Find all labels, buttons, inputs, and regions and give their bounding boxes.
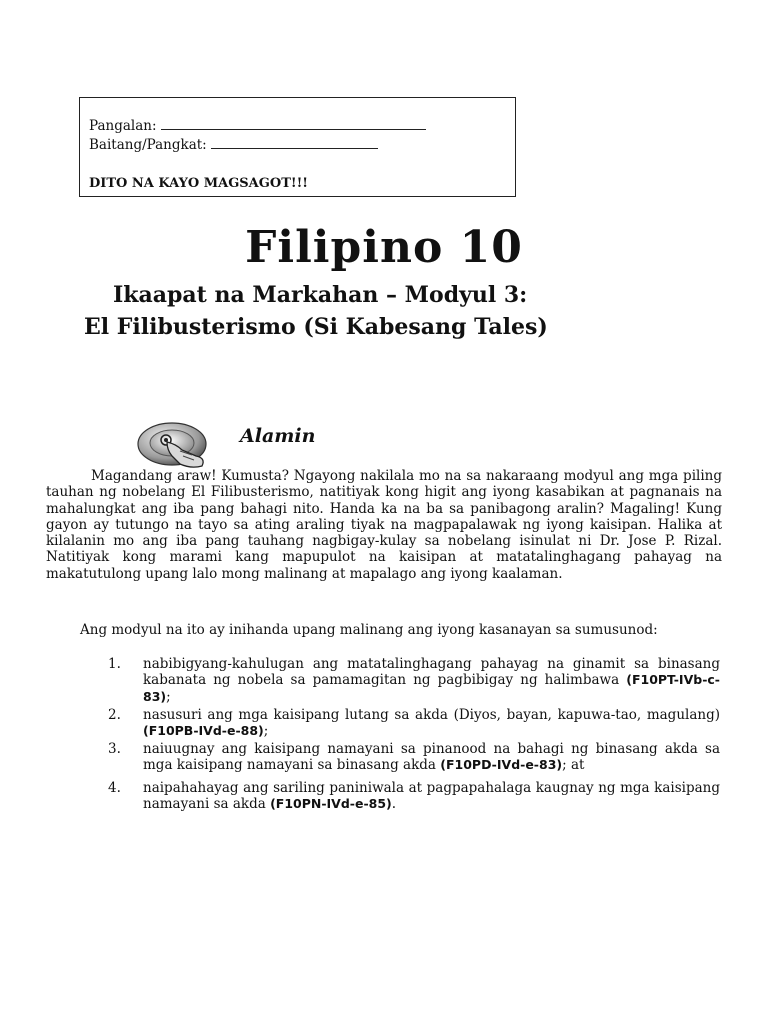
objective-item [108, 656, 720, 705]
objective-item [108, 707, 720, 740]
grade-line [89, 136, 515, 155]
objective-text: naiuugnay ang kaisipang namayani sa pinanood na bahagi ng binasang akda sa mga kaisipang namayani sa binasang akda [143, 741, 720, 774]
objective-code: (F10PD-IVd-e-83) [440, 757, 563, 773]
answer-instruction: DITO NA KAYO MAGSAGOT!!! [89, 176, 308, 191]
objective-suffix: ; at [562, 757, 585, 774]
grade-label: Baitang/Pangkat: [89, 137, 207, 153]
lesson-subtitle: El Filibusterismo (Si Kabesang Tales) [84, 314, 548, 340]
objective-number: 2. [108, 707, 121, 723]
quarter-module-subtitle: Ikaapat na Markahan – Modyul 3: [113, 282, 528, 308]
name-label: Pangalan: [89, 118, 157, 134]
name-blank [161, 117, 426, 130]
objective-text: nasusuri ang mga kaisipang lutang sa akda (Diyos, bayan, kapuwa-tao, magulang) [143, 707, 720, 723]
objectives-intro: Ang modyul na ito ay inihanda upang malinang ang iyong kasanayan sa sumusunod: [80, 622, 658, 638]
objective-number: 3. [108, 741, 121, 757]
objective-number: 4. [108, 780, 121, 796]
student-info-box [79, 97, 516, 197]
objective-suffix: . [391, 796, 397, 813]
objective-code: (F10PT-IVb-c-83) [143, 672, 720, 704]
pointing-hand-icon [136, 420, 212, 470]
section-heading-alamin: Alamin [240, 425, 316, 447]
intro-paragraph: Magandang araw! Kumusta? Ngayong nakilala mo na sa nakaraang modyul ang mga piling tauhan ng nobelang El Filibusterismo, natitiyak kong higit ang iyong kasabikan at pagnanais na mahalungkat ang iba pang bahagi nito. Handa ka na ba sa panibagong aralin? Magaling! Kung gayon ay tutungo na tayo sa ating araling tiyak na magpapalawak ng iyong kaisipan. Halika at kilalanin mo ang iba pang tauhang nagbigay-kulay sa nobelang isinulat ni Dr. Jose P. Rizal. Natitiyak kong marami kang mapupulot na kaisipan at matatalinghagang pahayag na makatutulong upang lalo mong malinang at mapalago ang iyong kaalaman. [46, 468, 722, 582]
objective-item [108, 780, 720, 813]
objective-text: naipahahayag ang sariling paniniwala at pagpapahalaga kaugnay ng mga kaisipang namayani sa akda [143, 780, 720, 813]
objective-suffix: ; [263, 723, 269, 740]
objective-item [108, 741, 720, 774]
name-line [89, 117, 515, 136]
module-title: Filipino 10 [245, 222, 523, 273]
grade-blank [211, 136, 378, 149]
objective-code: (F10PB-IVd-e-88) [143, 723, 264, 739]
objective-text: nabibigyang-kahulugan ang matatalinghagang pahayag na ginamit sa binasang kabanata ng nobela sa pamamagitan ng pagbibigay ng halimbawa [143, 656, 720, 689]
objective-suffix: ; [166, 688, 171, 705]
objective-number: 1. [108, 656, 121, 672]
objective-code: (F10PN-IVd-e-85) [270, 796, 392, 812]
